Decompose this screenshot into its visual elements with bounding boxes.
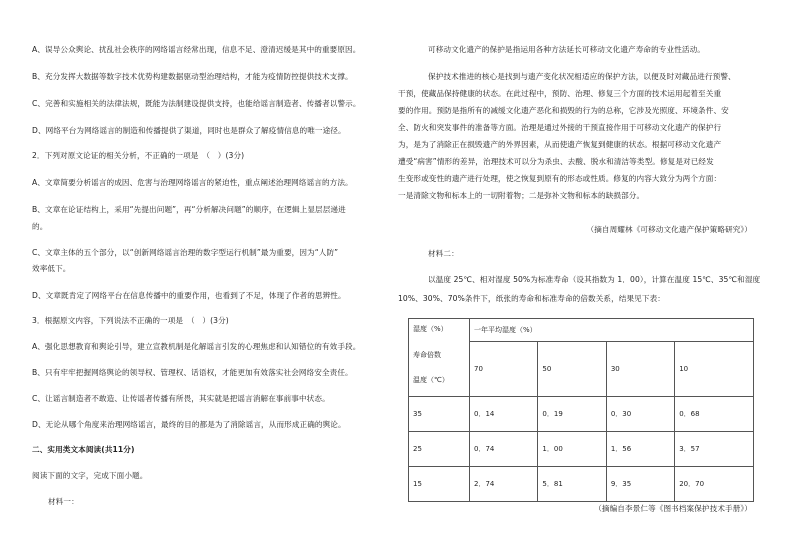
annual-humidity-header: 一年平均湿度（%） xyxy=(470,319,754,342)
humidity-column-header: 30 xyxy=(606,342,674,397)
value-cell: 9．35 xyxy=(606,467,674,502)
paper-life-table xyxy=(408,318,754,502)
material2-text: 10%、30%、70%条件下，纸张的寿命和标准寿命的倍数关系，结果见下表： xyxy=(398,294,665,303)
q3-option-c: C、让谣言制造者不敢造、让传谣者传播有所畏，其实就是把谣言消解在事前事中状态。 xyxy=(32,394,330,403)
temperature-label: 温度（℃） xyxy=(413,376,449,384)
reading-instruction: 阅读下面的文字，完成下面小题。 xyxy=(32,471,148,480)
value-cell: 0．14 xyxy=(470,397,538,432)
value-cell: 20．70 xyxy=(675,467,754,502)
q2-option-c: C、文章主体的五个部分，以“创新网络谣言治理的数字型运行机制”最为重要，因为“人防” xyxy=(32,248,339,257)
q3-option-d: D、无论从哪个角度来治理网络谣言，最终的目的都是为了消除谣言，从而形成正确的舆论。 xyxy=(32,420,346,429)
q3-option-a: A、强化思想教育和舆论引导，建立宣教机制是化解谣言引发的心理焦虑和认知错位的有效手段。 xyxy=(32,342,361,351)
q3-stem: 3．根据原文内容，下列说法不正确的一项是 （ ）(3分) xyxy=(32,316,229,325)
q2-option-b: B、文章在论证结构上，采用“先提出问题”，再“分析解决问题”的顺序，在逻辑上显层层递进 xyxy=(32,205,346,214)
humidity-column-header: 50 xyxy=(538,342,606,397)
material2-text: 以温度 25℃、相对湿度 50%为标准寿命（设其指数为 1．00），计算在温度 15℃、35℃和湿度 xyxy=(428,275,761,284)
q2-option-b-cont: 的。 xyxy=(32,222,48,231)
citation-1: （摘自周耀林《可移动文化遗产保护策略研究》） xyxy=(586,225,752,234)
q1-option-b: B、充分发挥大数据等数字技术优势构建数据驱动型治理结构，才能为疫情防控提供技术支撑。 xyxy=(32,72,353,81)
value-cell: 3．57 xyxy=(675,432,754,467)
paragraph2-line: 要的作用。预防是指所有的减缓文化遗产恶化和损毁的行为的总称，它涉及光照度、环境条件、安 xyxy=(398,106,729,115)
value-cell: 0．68 xyxy=(675,397,754,432)
humidity-label: 湿度（%） xyxy=(413,325,448,333)
q1-option-a: A、误导公众舆论、扰乱社会秩序的网络谣言经常出现，信息不足、澄清迟缓是其中的重要原因。 xyxy=(32,45,361,54)
paragraph2-line: 遭受“病害”情形的差异，治理技术可以分为杀虫、去酸、脱水和清洁等类型。修复是对已经发 xyxy=(398,157,714,166)
q2-stem: 2．下列对原文论证的相关分析，不正确的一项是 （ ）(3分) xyxy=(32,151,245,160)
paragraph2-line: 保护技术推进的核心是找到与遗产变化状况相适应的保护方法，以便及时对藏品进行预警、 xyxy=(428,72,736,81)
temperature-cell: 35 xyxy=(409,397,470,432)
citation-2: （摘编自李景仁等《图书档案保护技术手册》） xyxy=(594,504,752,513)
q2-option-d: D、文章既肯定了网络平台在信息传播中的重要作用，也看到了不足，体现了作者的思辨性。 xyxy=(32,291,346,300)
humidity-column-header: 10 xyxy=(675,342,754,397)
value-cell: 0．30 xyxy=(606,397,674,432)
q3-option-b: B、只有牢牢把握网络舆论的领导权、管理权、话语权，才能更加有效落实社会网络安全责任。 xyxy=(32,368,353,377)
paragraph2-line: 全、防火和突发事件的准备等方面。治理是通过外接的干预直接作用于可移动文化遗产的保护行 xyxy=(398,123,722,132)
value-cell: 2．74 xyxy=(470,467,538,502)
table-row xyxy=(409,432,754,467)
paragraph1-line: 可移动文化遗产的保护是指运用各种方法延长可移动文化遗产寿命的专业性活动。 xyxy=(428,45,705,54)
temperature-cell: 25 xyxy=(409,432,470,467)
humidity-column-header: 70 xyxy=(470,342,538,397)
q1-option-d: D、网络平台为网络谣言的制造和传播提供了渠道，同时也是群众了解疫情信息的唯一途径。 xyxy=(32,126,346,135)
section-heading: 二、实用类文本阅读(共11分) xyxy=(32,445,135,454)
paragraph2-line: 一是清除文物和标本上的一切附着物；二是弥补文物和标本的缺损部分。 xyxy=(398,191,645,200)
value-cell: 5．81 xyxy=(538,467,606,502)
value-cell: 1．00 xyxy=(538,432,606,467)
paragraph2-line: 为，是为了消除正在损毁遗产的外界因素，从而使遗产恢复到健康的状态。根据可移动文化遗产 xyxy=(398,140,722,149)
material1-label: 材料一： xyxy=(48,497,79,506)
q2-option-a: A、文章简要分析谣言的成因、危害与治理网络谣言的紧迫性，重点阐述治理网络谣言的方法。 xyxy=(32,178,353,187)
table-corner-cell xyxy=(409,319,470,397)
material2-label: 材料二： xyxy=(428,249,459,258)
q1-option-c: C、完善和实施相关的法律法规，既能为法制建设提供支持，也能给谣言制造者、传播者以警示。 xyxy=(32,99,361,108)
value-cell: 1．56 xyxy=(606,432,674,467)
table-header-row xyxy=(409,319,754,342)
q2-option-c-cont: 效率低下。 xyxy=(32,264,71,273)
paragraph2-line: 生变形或变性的遗产进行处理，使之恢复到原有的形态或性质。修复的内容大致分为两个方面： xyxy=(398,174,722,183)
table-row xyxy=(409,467,754,502)
table-row xyxy=(409,397,754,432)
value-cell: 0．74 xyxy=(470,432,538,467)
value-cell: 0．19 xyxy=(538,397,606,432)
paragraph2-line: 干预，使藏品保持健康的状态。在此过程中，预防、治理、修复三个方面的技术运用起着至关重 xyxy=(398,89,722,98)
temperature-cell: 15 xyxy=(409,467,470,502)
life-index-label: 寿命倍数 xyxy=(413,351,441,359)
